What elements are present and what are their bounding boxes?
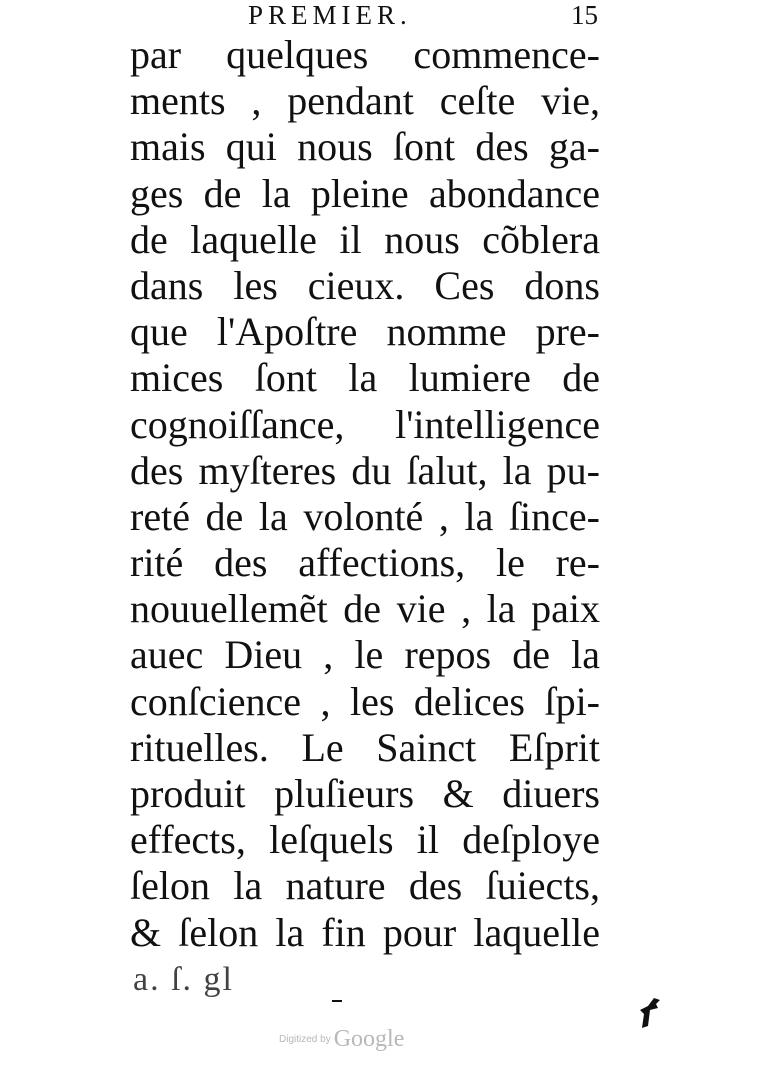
text-line: produit pluſieurs & diuers <box>130 771 600 816</box>
text-line: auec Dieu , le repos de la <box>130 632 600 678</box>
text-line: conſcience , les delices ſpi- <box>130 678 600 724</box>
text-line: cognoiſſance, l'intelligence <box>130 401 600 447</box>
text-line: des myſteres du ſalut, la pu- <box>130 447 600 493</box>
text-line: nouuellemẽt de vie , la paix <box>130 586 600 632</box>
watermark-prefix: Digitized by <box>279 1034 331 1045</box>
text-line: de laquelle il nous cõblera <box>130 216 600 262</box>
text-line: reté de la volonté , la ſince- <box>130 493 600 539</box>
text-line: que l'Apoſtre nomme pre- <box>130 309 600 355</box>
text-line: ges de la pleine abondance <box>130 170 600 216</box>
digitization-watermark <box>279 1026 404 1053</box>
text-line: dans les cieux. Ces dons <box>130 262 600 308</box>
google-logo: Google <box>333 1026 405 1052</box>
text-line: ſelon la nature des ſuiects, <box>130 863 600 909</box>
running-title: PREMIER. <box>248 0 412 30</box>
text-line: mices ſont la lumiere de <box>130 355 600 401</box>
text-line: mais qui nous ſont des ga- <box>130 124 600 170</box>
running-head <box>0 0 768 34</box>
text-line: rité des affections, le re- <box>130 540 600 586</box>
ink-blot <box>636 996 664 1030</box>
text-line: par quelques commence- <box>130 32 600 77</box>
text-line: effects, leſquels il deſploye <box>130 817 600 863</box>
text-line: & ſelon la fin pour laquelle <box>130 909 600 955</box>
text-line: rituelles. Le Sainct Eſprit <box>130 724 600 770</box>
ink-speck <box>332 1000 342 1002</box>
text-line: ments , pendant ceſte vie, <box>130 78 600 124</box>
body-text <box>130 32 600 956</box>
page-number: 15 <box>571 0 598 30</box>
catchword: a. ſ. gl <box>133 961 234 998</box>
